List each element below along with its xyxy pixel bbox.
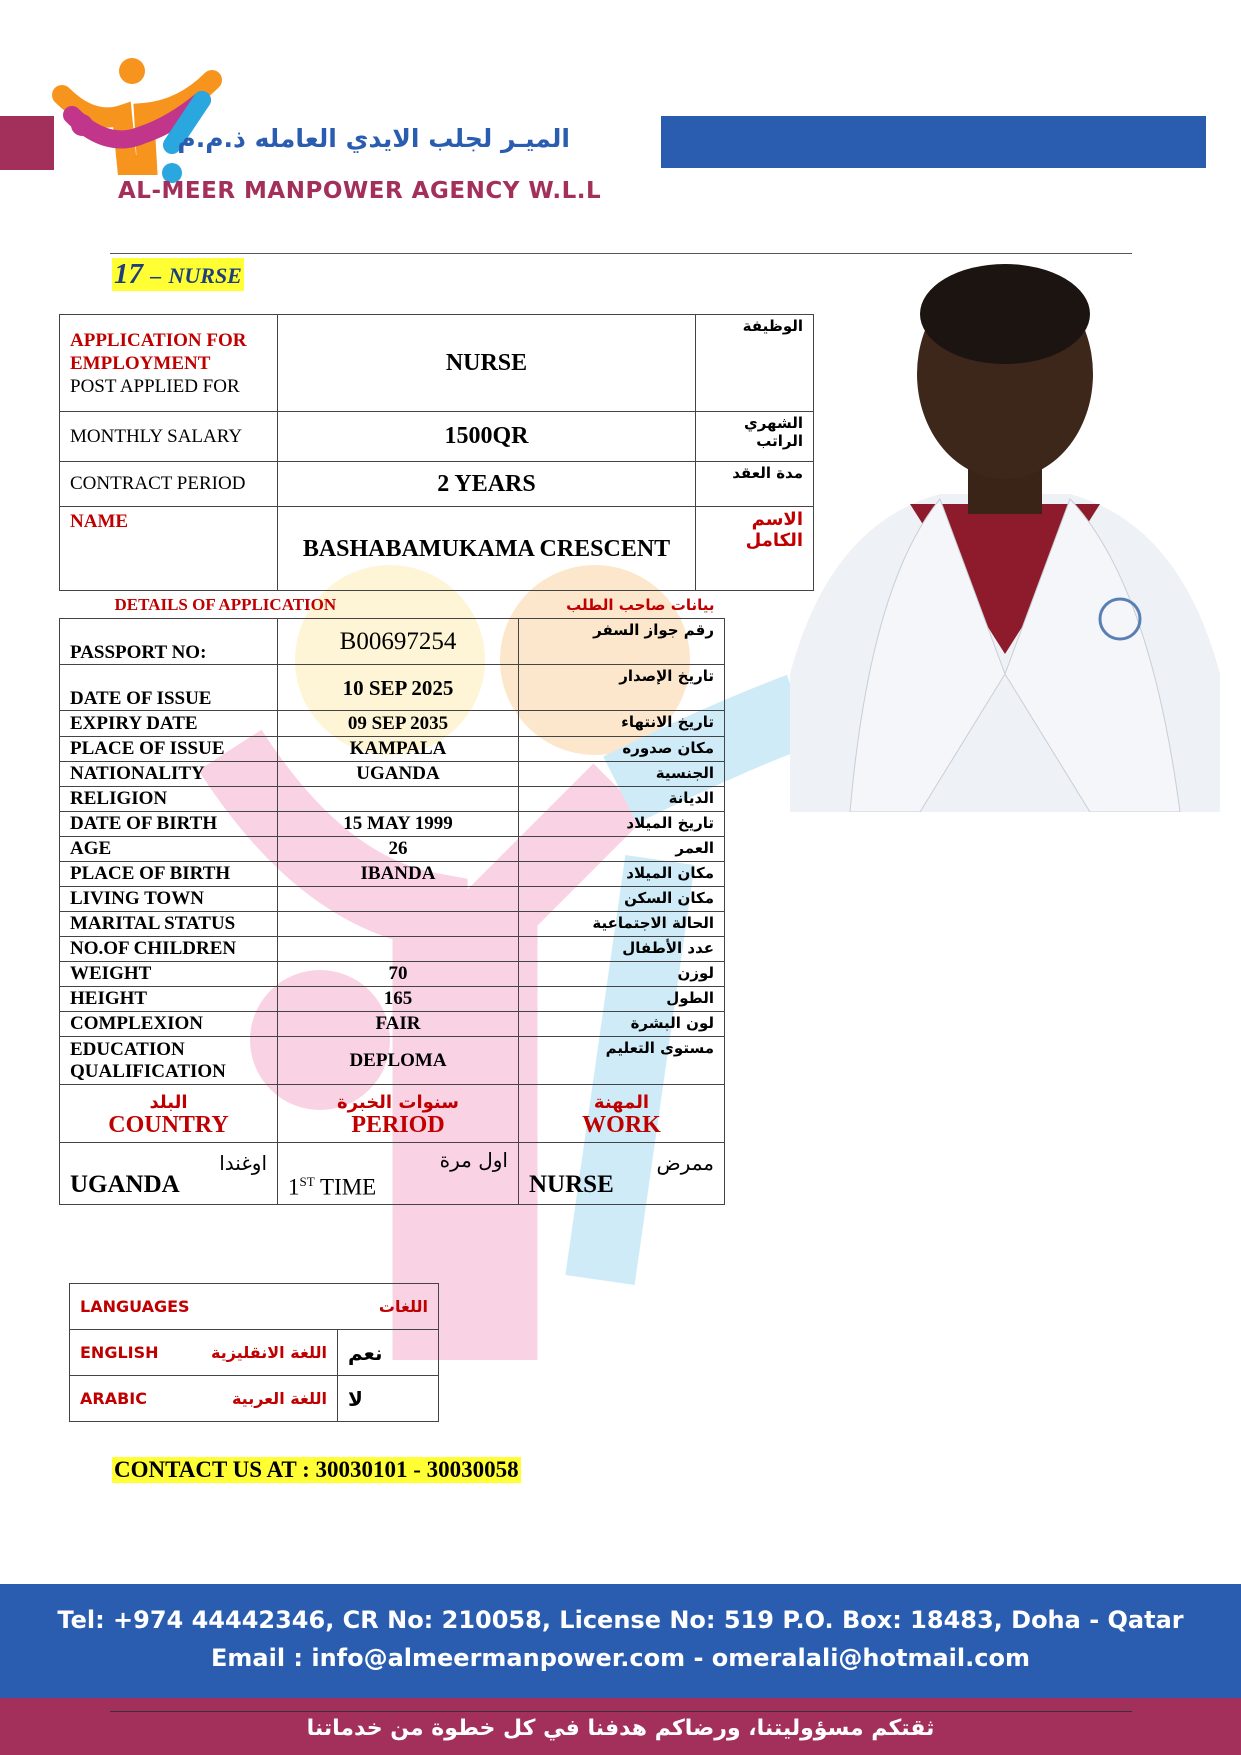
detail-label: DATE OF BIRTH: [60, 812, 278, 837]
logo-arabic-text: الميـر لجلب الايدي العامله ذ.م.م: [177, 124, 570, 153]
detail-label: PLACE OF BIRTH: [60, 862, 278, 887]
work-header-ar: المهنة: [593, 1091, 650, 1113]
details-header-ar: بيانات صاحب الطلب: [566, 595, 715, 614]
detail-value: 70: [278, 962, 519, 987]
details-header-en: DETAILS OF APPLICATION: [114, 594, 337, 614]
detail-arabic-label: مستوى التعليم: [519, 1037, 725, 1085]
work-value-ar: ممرض: [656, 1150, 714, 1175]
applicant-photo: [790, 254, 1220, 812]
detail-row: [60, 787, 725, 812]
languages-header-ar: اللغات: [378, 1297, 428, 1316]
detail-row: [60, 912, 725, 937]
detail-label: NO.OF CHILDREN: [60, 937, 278, 962]
detail-row: [60, 1012, 725, 1037]
language-row: [70, 1376, 439, 1422]
language-name-en: ENGLISH: [80, 1343, 159, 1362]
period-value-number: 1: [288, 1174, 300, 1200]
application-for-employment-label: APPLICATION FOR EMPLOYMENT: [70, 329, 247, 374]
heading-number: 17: [114, 258, 143, 290]
period-header: [278, 1085, 519, 1143]
detail-value: 15 MAY 1999: [278, 812, 519, 837]
post-arabic-label: الوظيفة: [696, 315, 814, 412]
post-applied-label: POST APPLIED FOR: [70, 375, 240, 397]
languages-header-en: LANGUAGES: [80, 1297, 190, 1316]
detail-label: HEIGHT: [60, 987, 278, 1012]
experience-value-row: [60, 1143, 725, 1205]
detail-label: PASSPORT NO:: [60, 619, 278, 665]
period-value-ar: اول مرة: [439, 1147, 508, 1172]
detail-arabic-label: رقم جواز السفر: [519, 619, 725, 665]
details-header-row: [60, 591, 725, 619]
contact-line: CONTACT US AT : 30030101 - 30030058: [114, 1457, 519, 1482]
application-table: [59, 314, 814, 591]
period-value-en: [288, 1171, 508, 1199]
detail-row: [60, 937, 725, 962]
footer-divider: [110, 1711, 1132, 1712]
detail-arabic-label: الجنسية: [519, 762, 725, 787]
period-header-en: PERIOD: [351, 1111, 445, 1138]
detail-label: RELIGION: [60, 787, 278, 812]
footer-contact-line: Tel: +974 44442346, CR No: 210058, License No: 519 P.O. Box: 18483, Doha - Qatar: [57, 1606, 1184, 1634]
detail-arabic-label: تاريخ الإصدار: [519, 665, 725, 711]
name-label: NAME: [60, 507, 278, 591]
detail-row: [60, 862, 725, 887]
heading-title: NURSE: [168, 263, 242, 288]
logo-bar-left: [0, 116, 54, 170]
country-value-ar: اوغندا: [219, 1150, 267, 1175]
detail-label: EDUCATION QUALIFICATION: [60, 1037, 278, 1085]
detail-arabic-label: مكان الميلاد: [519, 862, 725, 887]
salary-value: 1500QR: [278, 412, 696, 462]
details-table: [59, 590, 725, 1205]
detail-row: [60, 1037, 725, 1085]
language-name-cell: [70, 1330, 338, 1376]
work-value-cell: [519, 1143, 725, 1205]
languages-header-row: [70, 1284, 439, 1330]
country-header-en: COUNTRY: [108, 1111, 229, 1138]
contract-label: CONTRACT PERIOD: [60, 462, 278, 507]
language-name-ar: اللغة العربية: [231, 1389, 327, 1408]
work-header-en: WORK: [582, 1111, 661, 1138]
detail-row: [60, 737, 725, 762]
language-answer: نعم: [338, 1330, 439, 1376]
period-value-suffix: ST: [299, 1173, 315, 1189]
detail-arabic-label: تاريخ الانتهاء: [519, 711, 725, 737]
detail-row: [60, 619, 725, 665]
footer-blue-band: [0, 1584, 1241, 1698]
detail-value: [278, 912, 519, 937]
logo-bar-right: [661, 116, 1206, 168]
work-header: [519, 1085, 725, 1143]
detail-arabic-label: مكان السكن: [519, 887, 725, 912]
detail-value: 26: [278, 837, 519, 862]
detail-label: WEIGHT: [60, 962, 278, 987]
work-value-en: NURSE: [529, 1170, 614, 1198]
detail-value: KAMPALA: [278, 737, 519, 762]
detail-label: EXPIRY DATE: [60, 711, 278, 737]
languages-table: [69, 1283, 439, 1422]
detail-arabic-label: مكان صدوره: [519, 737, 725, 762]
country-header-ar: البلد: [149, 1091, 188, 1113]
footer-arabic-slogan: ثقتكم مسؤوليتنا، ورضاكم هدفنا في كل خطوة من خدماتنا: [306, 1716, 935, 1741]
detail-row: [60, 812, 725, 837]
detail-value: 10 SEP 2025: [278, 665, 519, 711]
detail-row: [60, 665, 725, 711]
detail-label: NATIONALITY: [60, 762, 278, 787]
language-name-en: ARABIC: [80, 1389, 147, 1408]
detail-value: 165: [278, 987, 519, 1012]
detail-value: [278, 787, 519, 812]
detail-value: FAIR: [278, 1012, 519, 1037]
country-header: [60, 1085, 278, 1143]
language-row: [70, 1330, 439, 1376]
detail-value: DEPLOMA: [278, 1037, 519, 1085]
post-value: NURSE: [278, 315, 696, 412]
detail-label: COMPLEXION: [60, 1012, 278, 1037]
heading-separator: –: [150, 263, 162, 288]
detail-arabic-label: تاريخ الميلاد: [519, 812, 725, 837]
period-value-text: TIME: [320, 1174, 377, 1200]
logo-english-text: AL-MEER MANPOWER AGENCY W.L.L: [118, 178, 602, 204]
salary-label: MONTHLY SALARY: [60, 412, 278, 462]
language-name-ar: اللغة الانقليزية: [211, 1343, 327, 1362]
experience-section: [60, 1085, 725, 1205]
detail-row: [60, 962, 725, 987]
detail-label: DATE OF ISSUE: [60, 665, 278, 711]
detail-label: PLACE OF ISSUE: [60, 737, 278, 762]
experience-header-row: [60, 1085, 725, 1143]
country-value-cell: [60, 1143, 278, 1205]
name-value: BASHABAMUKAMA CRESCENT: [278, 507, 696, 591]
detail-row: [60, 887, 725, 912]
detail-arabic-label: الديانة: [519, 787, 725, 812]
details-body: [60, 591, 725, 1085]
detail-arabic-label: الحالة الاجتماعية: [519, 912, 725, 937]
detail-value: [278, 887, 519, 912]
detail-label: MARITAL STATUS: [60, 912, 278, 937]
country-value-en: UGANDA: [70, 1170, 180, 1198]
detail-arabic-label: عدد الأطفال: [519, 937, 725, 962]
detail-row: [60, 711, 725, 737]
period-header-ar: سنوات الخبرة: [337, 1091, 459, 1113]
details-header-cell: [60, 591, 725, 619]
contract-arabic-label: مدة العقد: [696, 462, 814, 507]
detail-arabic-label: لوزن: [519, 962, 725, 987]
languages-header-cell: [70, 1284, 439, 1330]
document-heading: [112, 258, 244, 291]
detail-value: IBANDA: [278, 862, 519, 887]
detail-value: [278, 937, 519, 962]
detail-arabic-label: العمر: [519, 837, 725, 862]
post-label-cell: [60, 315, 278, 412]
detail-row: [60, 837, 725, 862]
detail-value: UGANDA: [278, 762, 519, 787]
detail-row: [60, 762, 725, 787]
detail-arabic-label: لون البشرة: [519, 1012, 725, 1037]
detail-arabic-label: الطول: [519, 987, 725, 1012]
detail-value: B00697254: [278, 619, 519, 665]
detail-value: 09 SEP 2035: [278, 711, 519, 737]
contract-value: 2 YEARS: [278, 462, 696, 507]
footer-email-line: Email : info@almeermanpower.com - omeralali@hotmail.com: [211, 1644, 1030, 1672]
detail-row: [60, 987, 725, 1012]
period-value-cell: [278, 1143, 519, 1205]
name-arabic-label: الاسم الكامل: [696, 507, 814, 591]
salary-arabic-label: الشهري الراتب: [696, 412, 814, 462]
detail-label: AGE: [60, 837, 278, 862]
language-name-cell: [70, 1376, 338, 1422]
language-answer: لا: [338, 1376, 439, 1422]
detail-label: LIVING TOWN: [60, 887, 278, 912]
